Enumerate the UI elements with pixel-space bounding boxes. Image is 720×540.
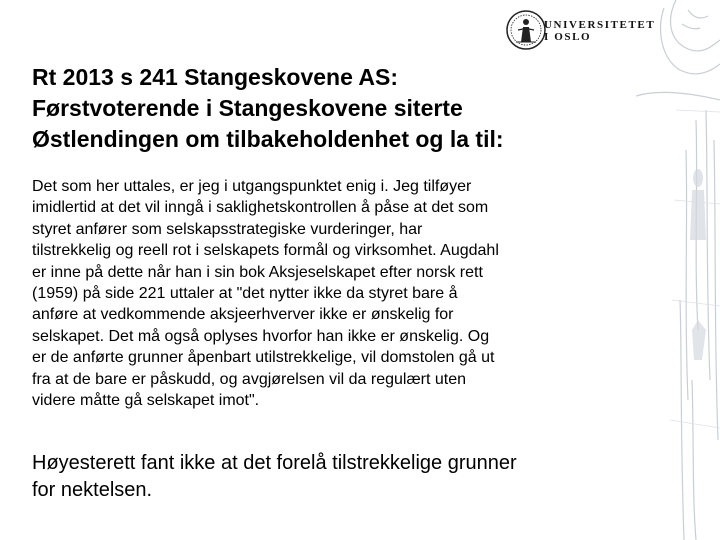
logo-line-1: UNIVERSITETET <box>544 19 656 31</box>
university-seal-icon <box>504 8 548 52</box>
quote-line: tilstrekkelig og reell rot i selskapets formål og virksomhet. Augdahl <box>32 242 499 260</box>
quote-line: styret anfører som selskapsstrategiske vurderinger, har <box>32 220 423 238</box>
quote-line: fra at de bare er påskudd, og avgjørelsen vil da regulært uten <box>32 370 467 388</box>
statue-relief-decoration <box>636 0 720 540</box>
quote-line: imidlertid at det vil inngå i saklighetskontrollen å påse at det som <box>32 199 489 217</box>
logo-line-2: I OSLO <box>544 31 592 43</box>
university-logo <box>504 8 656 54</box>
slide-title <box>32 62 632 155</box>
conclusion-paragraph <box>32 450 627 504</box>
conclusion-line: for nektelsen. <box>32 479 153 501</box>
title-line: Østlendingen om tilbakeholdenhet og la til: <box>32 126 504 152</box>
title-line: Førstvoterende i Stangeskovene siterte <box>32 95 463 121</box>
quote-line: er inne på dette når han i sin bok Aksjeselskapet efter norsk rett <box>32 263 483 281</box>
conclusion-line: Høyesterett fant ikke at det forelå tilstrekkelige grunner <box>32 452 517 474</box>
quote-line: anføre at vedkommende aksjeerhverver ikke er ønskelig for <box>32 306 454 324</box>
quote-line: er de anførte grunner åpenbart utilstrekkelige, vil domstolen gå ut <box>32 349 495 367</box>
quote-line: Det som her uttales, er jeg i utgangspunktet enig i. Jeg tilføyer <box>32 178 472 195</box>
quote-line: videre måtte gå selskapet imot". <box>32 392 260 410</box>
quote-line: selskapet. Det må også oplyses hvorfor han ikke er ønskelig. Og <box>32 327 490 345</box>
title-line: Rt 2013 s 241 Stangeskovene AS: <box>32 64 399 90</box>
quote-paragraph <box>32 176 627 411</box>
quote-line: (1959) på side 221 uttaler at "det nytter ikke da styret bare å <box>32 285 458 303</box>
